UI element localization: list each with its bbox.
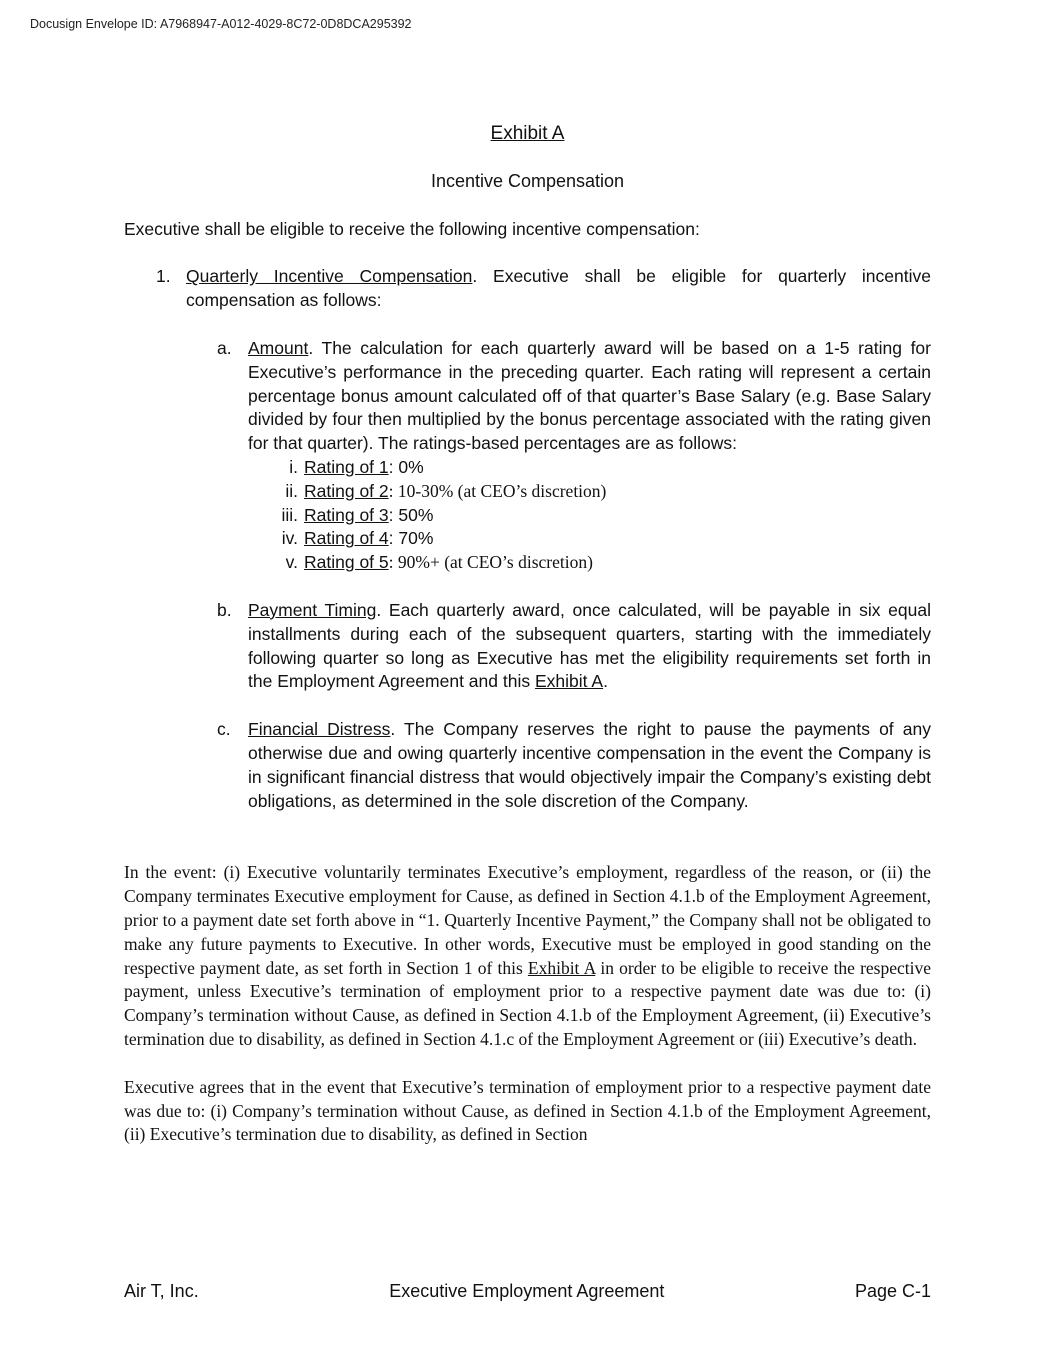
rating-row: iv. Rating of 4: 70% (281, 528, 434, 549)
footer-company: Air T, Inc. (124, 1281, 199, 1301)
item-b-letter: b. (217, 599, 232, 620)
item-b-exhibit-ref: Exhibit A (534, 671, 604, 692)
item-c (124, 718, 931, 813)
section-1 (124, 265, 931, 313)
rating-row: i. Rating of 1: 0% (289, 456, 424, 477)
item-a-letter: a. (217, 337, 232, 358)
footer-page-number: Page C-1 (854, 1281, 931, 1301)
exhibit-title (124, 122, 931, 146)
item-b (124, 599, 931, 694)
page-footer (124, 1281, 931, 1302)
section-1-heading: Quarterly Incentive Compensation (186, 266, 473, 287)
document-body (124, 122, 931, 1171)
item-b-body: Payment Timing. Each quarterly award, once calculated, will be payable in six equal installments during each of the subsequent quarters, starting with the immediately following quarter so long as Executive has met the eligibility requirements set forth in the Employment Agreement and this Exhibit A. (248, 599, 932, 692)
exhibit-subtitle: Incentive Compensation (430, 170, 625, 191)
item-a-body (248, 337, 931, 575)
item-c-text: . The Company reserves the right to pause the payments of any otherwise due and owing quarterly incentive compensation in the event the Company is in significant financial distress that would objectively impair the Company’s existing debt obligations, as determined in the sole discretion of the Company. (248, 719, 931, 811)
item-b-text: . Each quarterly award, once calculated, will be payable in six equal installments during each of the subsequent quarters, starting with the immediately following quarter so long as Executive has met the eligibility requirements set forth in the Employment Agreement and this (248, 599, 932, 692)
intro-text: Executive shall be eligible to receive the following incentive compensation: (124, 218, 700, 239)
rating-row: iii. Rating of 3: 50% (281, 504, 434, 525)
rating-row: ii. Rating of 2: 10-30% (at CEO’s discretion) (285, 480, 607, 501)
section-1-number: 1. (156, 266, 171, 287)
rating-row: v. Rating of 5: 90%+ (at CEO’s discretion) (285, 552, 593, 573)
item-a-heading: Amount (248, 337, 309, 358)
item-a-text: . The calculation for each quarterly award will be based on a 1-5 rating for Executive’s performance in the preceding quarter. Each rating will represent a certain percentage bonus amount calculated off of that quarter’s Base Salary (e.g. Base Salary divided by four then multiplied by the bonus percentage associated with the rating given for that quarter). The ratings-based percentages are as follows: (248, 337, 931, 454)
item-c-body (248, 718, 931, 813)
footer-document-title: Executive Employment Agreement (389, 1281, 665, 1301)
termination-paragraph: In the event: (i) Executive voluntarily terminates Executive’s employment, regardless of the reason, or (ii) the Company terminates Executive employment for Cause, as defined in Section 4.1.b of the Employment Agreement, prior to a payment date set forth above in “1. Quarterly Incentive Payment,” the Company shall not be obligated to make any future payments to Executive. In other words, Executive must be employed in good standing on the respective payment date, as set forth in Section 1 of this Exhibit A in order to be eligible to receive the respective payment, unless Executive’s termination of employment prior to a respective payment date was due to: (i) Company’s termination without Cause, as defined in Section 4.1.b of the Employment Agreement, (ii) Executive’s termination due to disability, as defined in Section 4.1.c of the Employment Agreement or (iii) Executive’s death. (124, 862, 932, 1049)
section-1-text: . Executive shall be eligible for quarterly incentive compensation as follows: (186, 266, 931, 311)
agreement-paragraph: Executive agrees that in the event that Executive’s termination of employment prior to a respective payment date was due to: (i) Company’s termination without Cause, as defined in Section 4.1.b of the Employment Agreement, (ii) Executive’s termination due to disability, as defined in Section (124, 1076, 931, 1145)
exhibit-title-text: Exhibit A (490, 123, 565, 144)
item-a (124, 337, 931, 575)
termination-exhibit-ref: Exhibit A (527, 957, 596, 978)
item-c-letter: c. (217, 719, 231, 740)
section-1-body (186, 265, 931, 313)
item-b-heading: Payment Timing (248, 599, 377, 620)
item-c-heading: Financial Distress (248, 719, 391, 740)
envelope-id: Docusign Envelope ID: A7968947-A012-4029-8C72-0D8DCA295392 (30, 17, 412, 31)
